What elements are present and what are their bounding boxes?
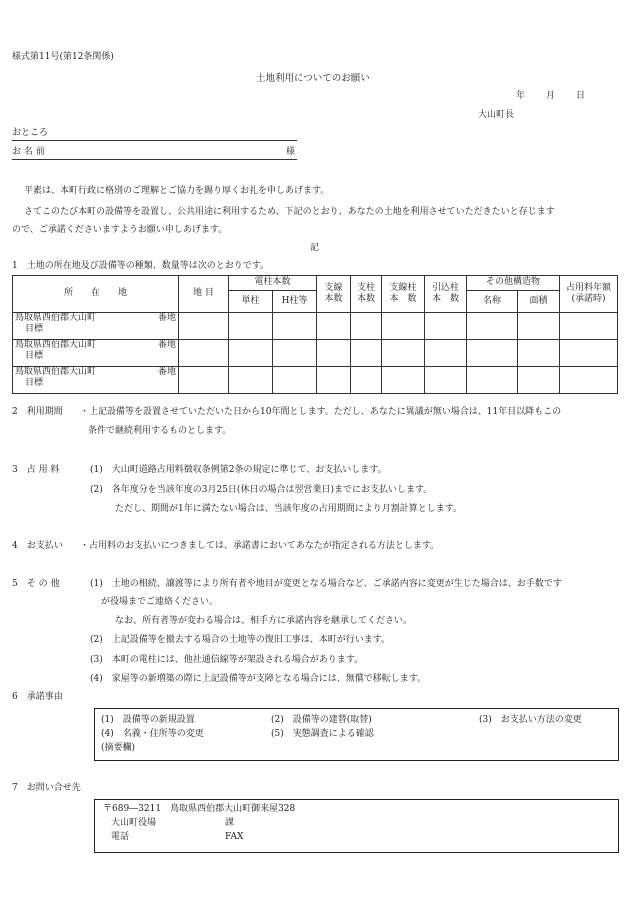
h-pole-cell[interactable] [273, 340, 317, 367]
equipment-table [12, 275, 618, 394]
section7-label: 7 お問い合せ先 [12, 783, 81, 793]
h-pole-cell[interactable] [273, 367, 317, 394]
reason-payment-change[interactable]: (3) お支払い方法の変更 [479, 715, 582, 725]
header-shisen: 支線 本数 [317, 276, 351, 313]
section2-line2: 条件で継続利用するものとします。 [88, 426, 232, 436]
location-cell[interactable] [13, 313, 179, 340]
section5-item1b: が役場までご連絡ください。 [101, 597, 219, 607]
header-shichu: 支柱 本数 [351, 276, 382, 313]
header-hikikomi: 引込柱 本 数 [425, 276, 467, 313]
header-poles: 電柱本数 [229, 276, 317, 291]
other-name-cell[interactable] [467, 313, 518, 340]
fee-cell[interactable] [560, 340, 618, 367]
other-name-cell[interactable] [467, 367, 518, 394]
memo-label: (摘要欄) [101, 743, 136, 753]
consent-reason-box [94, 708, 619, 761]
reason-survey[interactable]: (5) 実態調査による確認 [271, 729, 374, 739]
section2-label: 2 利用期間 [12, 407, 63, 417]
row-mokuhyo: 目標 [25, 378, 44, 389]
table-row [13, 367, 618, 394]
name-line [12, 159, 297, 160]
shisen-cell[interactable] [317, 313, 351, 340]
section4-label: 4 お支払い [12, 541, 63, 551]
date-day: 日 [576, 91, 586, 101]
page-title: 土地利用についてのお願い [256, 73, 370, 84]
section2-line1: ・上記設備等を設置させていただいた日から10年間とします。ただし、あなたに異議が無い場合は、11年目以降もこの [80, 407, 562, 417]
header-other: その他構造物 [467, 276, 560, 291]
addressee: 大山町長 [478, 110, 515, 120]
row-banchi: 番地 [157, 367, 176, 377]
form-number: 様式第11号(第12条関係) [12, 52, 114, 62]
header-other-name: 名称 [467, 291, 518, 313]
shisenchu-cell[interactable] [382, 340, 425, 367]
reason-new-install[interactable]: (1) 設備等の新規設置 [101, 715, 195, 725]
row-pref: 鳥取県西伯郡大山町 [15, 367, 97, 377]
date-month: 月 [546, 91, 556, 101]
table-row [13, 340, 618, 367]
section3-label: 3 占 用 料 [12, 465, 60, 475]
header-fee: 占用料年額 (承諾時) [560, 276, 618, 313]
other-area-cell[interactable] [518, 313, 560, 340]
shichu-cell[interactable] [351, 313, 382, 340]
section6-label: 6 承諾事由 [12, 692, 63, 702]
fee-cell[interactable] [560, 367, 618, 394]
shisenchu-cell[interactable] [382, 367, 425, 394]
row-pref: 鳥取県西伯郡大山町 [15, 313, 97, 323]
single-cell[interactable] [229, 340, 273, 367]
header-shisenchu: 支線柱 本 数 [382, 276, 425, 313]
header-h-pole: H柱等 [273, 291, 317, 313]
shichu-cell[interactable] [351, 340, 382, 367]
location-cell[interactable] [13, 340, 179, 367]
contact-ka: 課 [225, 818, 235, 828]
ki-heading: 記 [310, 243, 320, 253]
section5-item3: (3) 本町の電柱には、他社通信線等が架設される場合があります。 [90, 655, 364, 665]
shichu-cell[interactable] [351, 367, 382, 394]
address-label: おところ [12, 128, 49, 138]
row-pref: 鳥取県西伯郡大山町 [15, 340, 97, 350]
row-mokuhyo: 目標 [25, 351, 44, 362]
chimoku-cell[interactable] [179, 340, 229, 367]
location-cell[interactable] [13, 367, 179, 394]
section5-label: 5 そ の 他 [12, 579, 60, 589]
contact-office: 大山町役場 [111, 818, 157, 828]
table-row [13, 313, 618, 340]
single-cell[interactable] [229, 313, 273, 340]
other-area-cell[interactable] [518, 367, 560, 394]
hikikomi-cell[interactable] [425, 313, 467, 340]
section5-item2: (2) 上記設備等を撤去する場合の土地等の復旧工事は、本町が行います。 [90, 635, 391, 645]
section5-item1c: なお、所有者等が変わる場合は、相手方に承諾内容を継承してください。 [115, 616, 413, 626]
contact-fax-label: FAX [225, 832, 244, 842]
contact-tel-label: 電話 [111, 832, 130, 842]
intro-line-1: 平素は、本町行政に格別のご理解とご協力を賜り厚くお礼を申しあげます。 [24, 186, 330, 196]
h-pole-cell[interactable] [273, 313, 317, 340]
date-year: 年 [516, 91, 526, 101]
header-chimoku: 地 目 [179, 276, 229, 313]
other-name-cell[interactable] [467, 340, 518, 367]
honorific: 様 [286, 147, 296, 157]
shisen-cell[interactable] [317, 340, 351, 367]
chimoku-cell[interactable] [179, 313, 229, 340]
contact-box [94, 799, 619, 853]
address-line [12, 140, 297, 141]
section3-item2b: ただし、期間が1年に満たない場合は、当該年度の占用期間により月割計算とします。 [115, 504, 463, 514]
intro-line-2: さてこのたび本町の設備等を設置し、公共用途に利用するため、下記のとおり、あなたの土地を利用させていただきたいと存じます [24, 207, 555, 217]
row-mokuhyo: 目標 [25, 324, 44, 335]
reason-replace[interactable]: (2) 設備等の建替(取替) [271, 715, 372, 725]
shisen-cell[interactable] [317, 367, 351, 394]
single-cell[interactable] [229, 367, 273, 394]
shisenchu-cell[interactable] [382, 313, 425, 340]
section4-line: ・占用料のお支払いにつきましては、承諾書においてあなたが指定される方法とします。 [80, 541, 440, 551]
chimoku-cell[interactable] [179, 367, 229, 394]
header-other-area: 面積 [518, 291, 560, 313]
other-area-cell[interactable] [518, 340, 560, 367]
hikikomi-cell[interactable] [425, 367, 467, 394]
fee-cell[interactable] [560, 313, 618, 340]
intro-line-3: ので、ご承諾くださいますようお願い申しあげます。 [12, 225, 228, 235]
section5-item1: (1) 土地の相続、譲渡等により所有者や地目が変更となる場合など、ご承諾内容に変更が生じた場合は、お手数です [90, 579, 562, 589]
name-label: お 名 前 [12, 147, 45, 157]
section1-heading: 1 土地の所在地及び設備等の種類、数量等は次のとおりです。 [12, 261, 270, 271]
section3-item2: (2) 各年度分を当該年度の3月25日(休日の場合は翌営業日)までにお支払いします。 [90, 485, 433, 495]
header-location: 所 在 地 [13, 276, 179, 313]
reason-name-change[interactable]: (4) 名義・住所等の変更 [101, 729, 204, 739]
header-single: 単柱 [229, 291, 273, 313]
contact-address: 〒689―3211 鳥取県西伯郡大山町御来屋328 [103, 804, 296, 814]
section5-item4: (4) 家屋等の新増築の際に上記設備等が支障となる場合には、無償で移転します。 [90, 674, 427, 684]
row-banchi: 番地 [157, 340, 176, 350]
hikikomi-cell[interactable] [425, 340, 467, 367]
row-banchi: 番地 [157, 313, 176, 323]
section3-item1: (1) 大山町道路占用料徴収条例第2条の規定に準じて、お支払いします。 [90, 465, 387, 475]
